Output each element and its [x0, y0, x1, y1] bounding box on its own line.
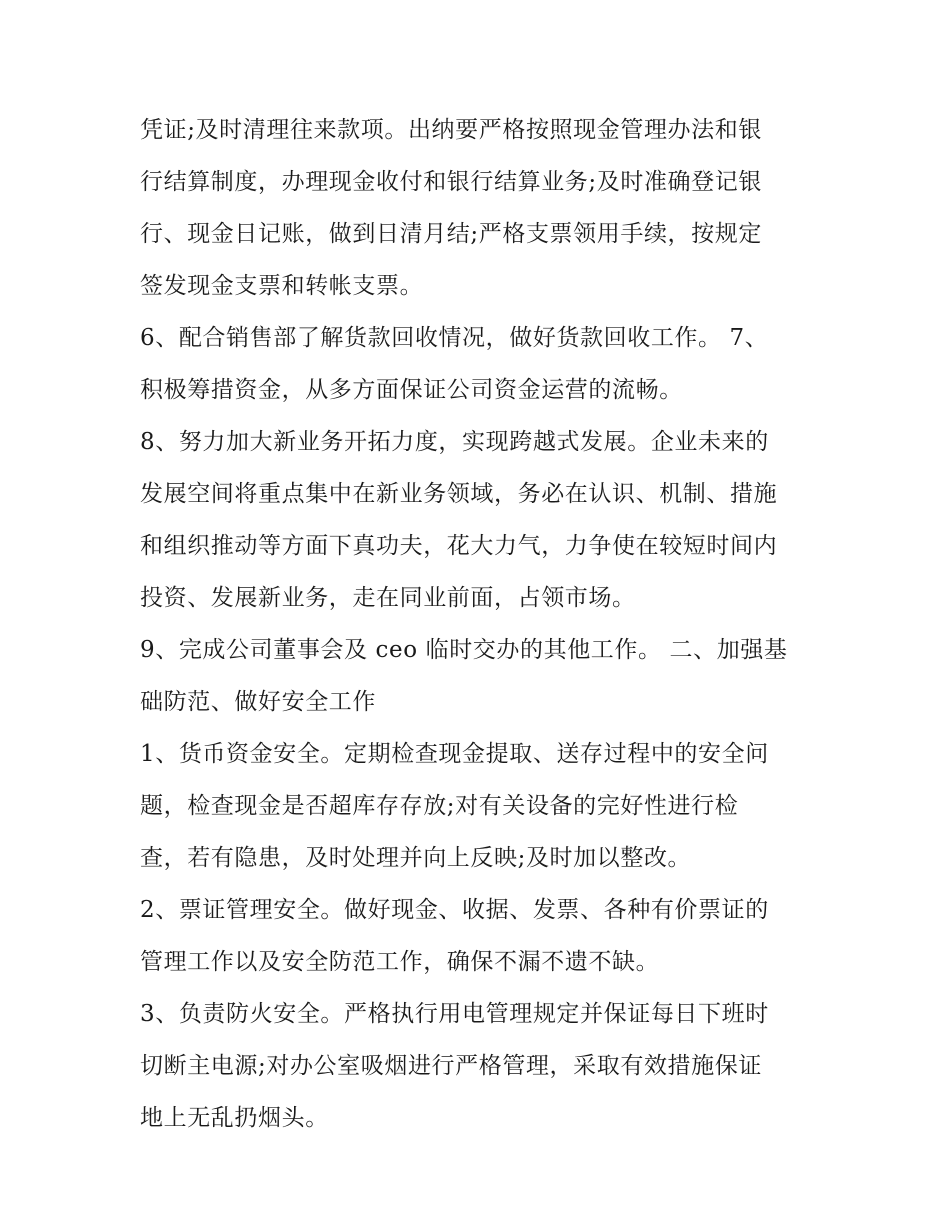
text-line: 签发现金支票和转帐支票。	[140, 273, 424, 299]
text-line: 9、完成公司董事会及 ceo 临时交办的其他工作。 二、加强基	[140, 637, 788, 663]
text-line: 积极筹措资金，从多方面保证公司资金运营的流畅。	[140, 377, 683, 403]
text-line: 地上无乱扔烟头。	[140, 1105, 329, 1131]
text-line: 行结算制度，办理现金收付和银行结算业务;及时准确登记银	[140, 169, 762, 195]
text-line: 凭证;及时清理往来款项。出纳要严格按照现金管理办法和银	[140, 117, 762, 143]
text-line: 行、现金日记账，做到日清月结;严格支票领用手续，按规定	[140, 221, 762, 247]
text-line: 题，检查现金是否超库存存放;对有关设备的完好性进行检	[140, 793, 739, 819]
text-line: 查，若有隐患，及时处理并向上反映;及时加以整改。	[140, 845, 692, 871]
text-line: 管理工作以及安全防范工作，确保不漏不遗不缺。	[140, 949, 660, 975]
text-line: 6、配合销售部了解货款回收情况，做好货款回收工作。 7、	[140, 325, 769, 351]
text-line: 8、努力加大新业务开拓力度，实现跨越式发展。企业未来的	[140, 429, 769, 455]
text-line: 和组织推动等方面下真功夫，花大力气，力争使在较短时间内	[140, 533, 778, 559]
document-body	[140, 104, 830, 1144]
text-line: 切断主电源;对办公室吸烟进行严格管理，采取有效措施保证	[140, 1053, 762, 1079]
text-line: 1、货币资金安全。定期检查现金提取、送存过程中的安全问	[140, 741, 769, 767]
text-line: 础防范、做好安全工作	[140, 689, 376, 715]
text-line: 2、票证管理安全。做好现金、收据、发票、各种有价票证的	[140, 897, 769, 923]
text-line: 发展空间将重点集中在新业务领域，务必在认识、机制、措施	[140, 481, 778, 507]
text-line: 3、负责防火安全。严格执行用电管理规定并保证每日下班时	[140, 1001, 769, 1027]
text-line: 投资、发展新业务，走在同业前面，占领市场。	[140, 585, 636, 611]
